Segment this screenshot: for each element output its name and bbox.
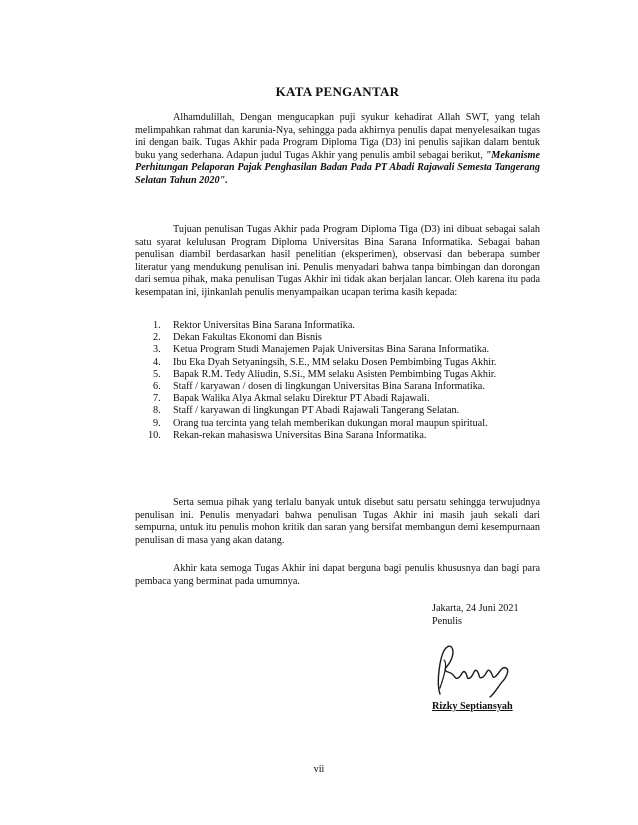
- signature-block: [432, 603, 552, 628]
- acknowledgement-text: Dekan Fakultas Ekonomi dan Bisnis: [173, 332, 322, 344]
- acknowledgement-number: 7.: [153, 393, 161, 405]
- acknowledgement-item: [135, 405, 540, 417]
- acknowledgement-text: Bapak R.M. Tedy Aliudin, S.Si., MM selaku Asisten Pembimbing Tugas Akhir.: [173, 368, 497, 380]
- paragraph-closing: [135, 497, 540, 547]
- paragraph-purpose: [135, 224, 540, 300]
- page-title: KATA PENGANTAR: [275, 84, 400, 99]
- signer-name: Rizky Septiansyah: [432, 701, 513, 712]
- acknowledgement-item: [135, 369, 540, 381]
- acknowledgement-text: Bapak Walika Alya Akmal selaku Direktur PT Abadi Rajawali.: [173, 393, 430, 405]
- acknowledgement-number: 8.: [153, 405, 161, 417]
- paragraph-purpose-text: Tujuan penulisan Tugas Akhir pada Program Diploma Tiga (D3) ini dibuat sebagai salah satu syarat kelulusan Program Diploma Universitas Bina Sarana Informatika. Sebagai bahan penulisan diambil berdasarkan hasil penelitian (eksperimen), observasi dan beberapa sumber literatur yang mendukung penulisan ini. Penulis menyadari bahwa tanpa bimbingan dan dorongan dari semua pihak, maka penulisan Tugas Akhir ini tidak akan berjalan lancar. Oleh karena itu pada kesempatan ini, ijinkanlah penulis menyampaikan ucapan terima kasih kepada:: [135, 224, 540, 298]
- acknowledgement-item: [135, 320, 540, 332]
- acknowledgement-item: [135, 357, 540, 369]
- acknowledgement-text: Staff / karyawan di lingkungan PT Abadi Rajawali Tangerang Selatan.: [173, 405, 460, 417]
- acknowledgement-list: [135, 320, 540, 442]
- paragraph-final-text: Akhir kata semoga Tugas Akhir ini dapat berguna bagi penulis khususnya dan bagi para pembaca yang berminat pada umumnya.: [135, 563, 540, 587]
- acknowledgement-number: 6.: [153, 381, 161, 393]
- acknowledgement-number: 3.: [153, 344, 161, 356]
- acknowledgement-text: Ketua Program Studi Manajemen Pajak Universitas Bina Sarana Informatika.: [173, 344, 490, 356]
- acknowledgement-text: Ibu Eka Dyah Setyaningsih, S.E., MM selaku Dosen Pembimbing Tugas Akhir.: [173, 356, 497, 368]
- paragraph-intro-text: Alhamdulillah, Dengan mengucapkan puji syukur kehadirat Allah SWT, yang telah melimpahkan rahmat dan karunia-Nya, sehingga pada akhirnya penulis dapat menyelesaikan tugas ini dengan baik. Tugas Akhir pada Program Diploma Tiga (D3) ini penulis sajikan dalam bentuk buku yang sederhana. Adapun judul Tugas Akhir yang penulis ambil sebagai berikut,: [135, 112, 540, 161]
- paragraph-closing-text: Serta semua pihak yang terlalu banyak untuk disebut satu persatu sehingga terwujudnya penulisan ini. Penulis menyadari bahwa penulisan Tugas Akhir ini masih jauh sekali dari sempurna, untuk itu penulis mohon kritik dan saran yang bersifat membangun demi kesempurnaan penulisan di masa yang akan datang.: [135, 497, 540, 546]
- handwritten-signature: [432, 642, 517, 700]
- acknowledgement-item: [135, 393, 540, 405]
- page-number: vii: [313, 764, 325, 775]
- paragraph-intro: [135, 112, 540, 188]
- acknowledgement-text: Rekan-rekan mahasiswa Universitas Bina Sarana Informatika.: [173, 429, 427, 441]
- paragraph-final: [135, 563, 540, 588]
- acknowledgement-item: [135, 344, 540, 356]
- acknowledgement-item: [135, 332, 540, 344]
- acknowledgement-number: 5.: [153, 368, 161, 380]
- acknowledgement-item: [135, 381, 540, 393]
- acknowledgement-text: Staff / karyawan / dosen di lingkungan Universitas Bina Sarana Informatika.: [173, 381, 485, 393]
- acknowledgement-text: Orang tua tercinta yang telah memberikan dukungan moral maupun spiritual.: [173, 417, 488, 429]
- thesis-title: "Mekanisme Perhitungan Pelaporan Pajak Penghasilan Badan Pada PT Abadi Rajawali Semesta Tangerang Selatan Tahun 2020".: [135, 149, 540, 186]
- sign-role: Penulis: [432, 615, 463, 627]
- sign-place-date: Jakarta, 24 Juni 2021: [432, 603, 519, 614]
- acknowledgement-number: 4.: [153, 356, 161, 368]
- acknowledgement-number: 2.: [153, 332, 161, 344]
- acknowledgement-number: 9.: [153, 417, 161, 429]
- acknowledgement-number: 10.: [148, 429, 161, 441]
- acknowledgement-number: 1.: [153, 320, 161, 331]
- acknowledgement-text: Rektor Universitas Bina Sarana Informatika.: [173, 320, 355, 331]
- acknowledgement-item: [135, 418, 540, 430]
- acknowledgement-item: [135, 430, 540, 442]
